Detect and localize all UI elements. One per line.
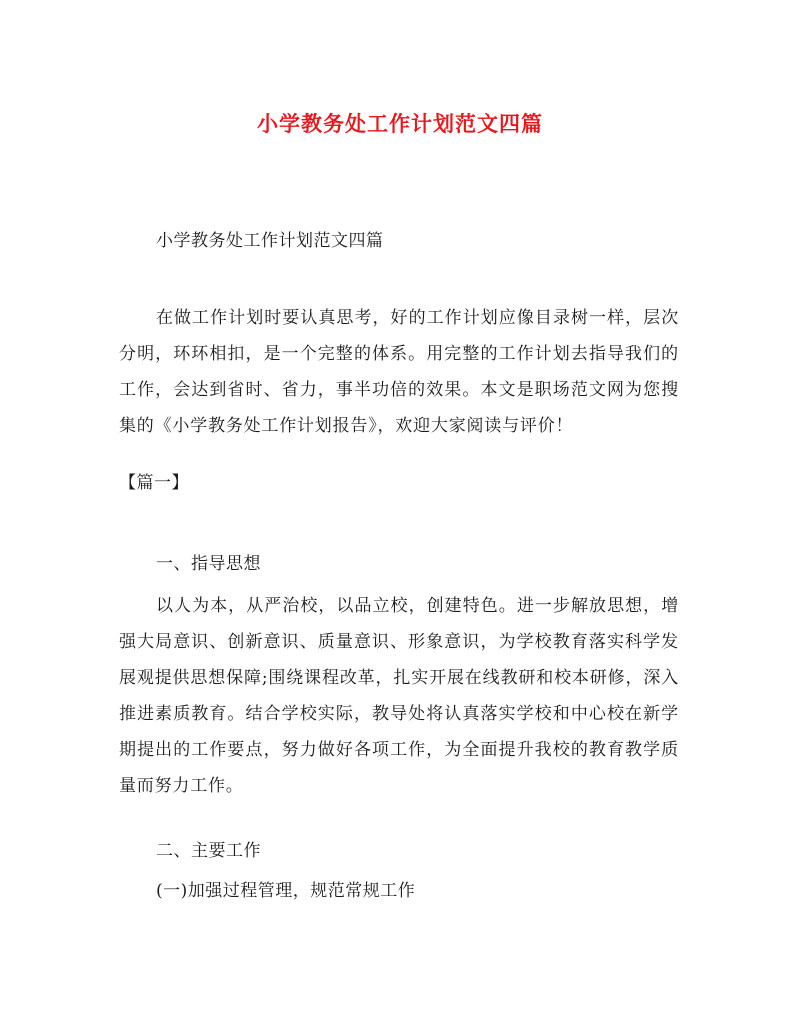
guiding-ideology-paragraph: 以人为本，从严治校，以品立校，创建特色。进一步解放思想，增强大局意识、创新意识、质量意识、形象意识，为学校教育落实科学发展观提供思想保障;围绕课程改革，扎实开展在线教研和校本研修，深入推进素质教育。结合学校实际，教导处将认真落实学校和中心校在新学期提出的工作要点，努力做好各项工作，为全面提升我校的教育教学质量而努力工作。 [119, 596, 679, 796]
heading-guiding-ideology: 一、指导思想 [156, 554, 261, 574]
subheading-process-management: (一)加强过程管理，规范常规工作 [156, 881, 416, 901]
intro-paragraph: 在做工作计划时要认真思考，好的工作计划应像目录树一样，层次分明，环环相扣，是一个完整的体系。用完整的工作计划去指导我们的工作，会达到省时、省力，事半功倍的效果。本文是职场范文网为您搜集的《小学教务处工作计划报告》，欢迎大家阅读与评价！ [119, 308, 679, 436]
document-subtitle: 小学教务处工作计划范文四篇 [156, 231, 384, 251]
heading-main-work: 二、主要工作 [156, 841, 261, 861]
document-title: 小学教务处工作计划范文四篇 [257, 111, 543, 136]
section-label: 【篇一】 [119, 473, 189, 493]
